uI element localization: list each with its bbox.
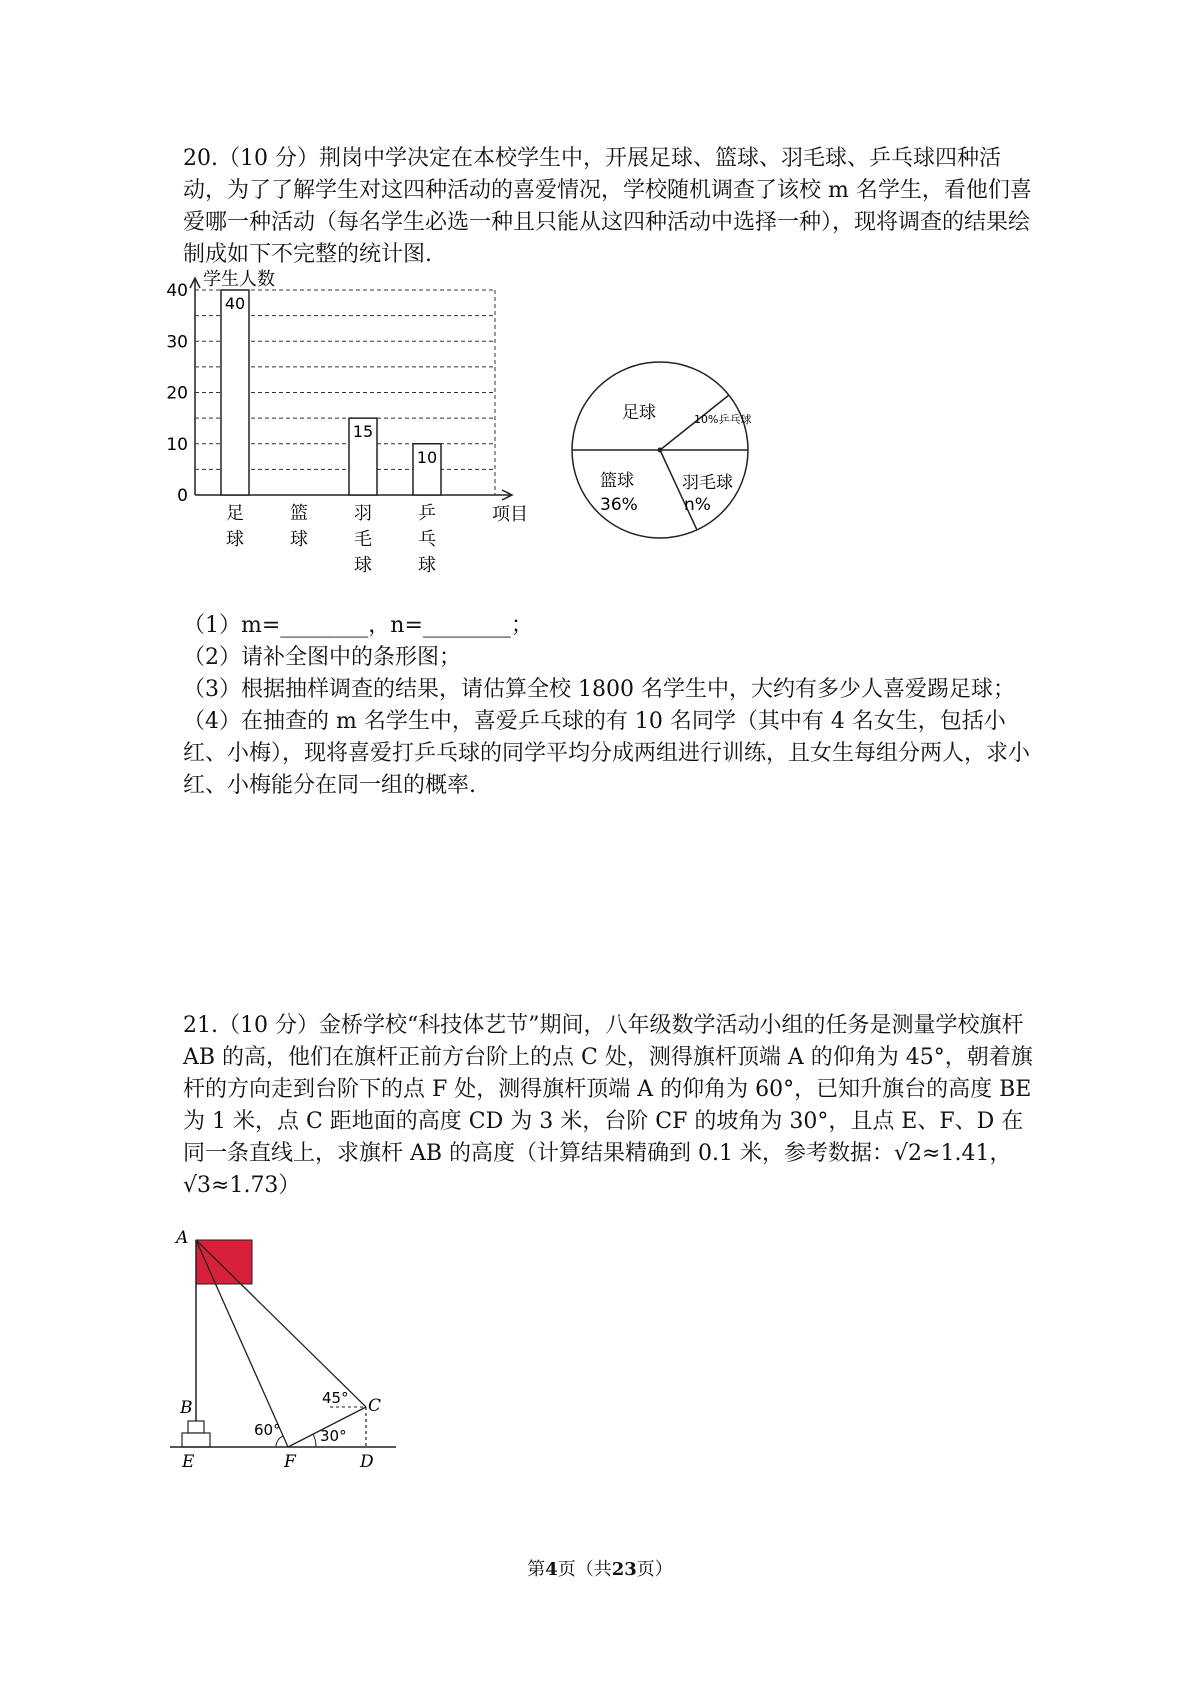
pie-slice-label-ping-pong: 10%乒乓球 <box>694 413 752 426</box>
pie-slice-label-basketball: 篮球 <box>600 471 634 491</box>
question-20-parts <box>183 610 1043 802</box>
point-label-e: E <box>182 1452 195 1472</box>
angle-30-arc <box>313 1434 316 1447</box>
pie-chart <box>570 360 750 540</box>
pie-slice-sub-badminton: n% <box>684 495 711 515</box>
bar-chart <box>166 268 550 580</box>
y-tick-label: 20 <box>166 383 188 404</box>
part-1: （1）m=________，n=________； <box>183 613 533 638</box>
x-category-label: 足 <box>226 503 244 524</box>
footer-middle: 页（共 <box>557 1559 612 1580</box>
part-4: （4）在抽查的 m 名学生中，喜爱乒乓球的有 10 名同学（其中有 4 名女生，包括小红、小梅），现将喜爱打乒乓球的同学平均分成两组进行训练，且女生每组分两人，求小红、小梅能分在同一组的概率. <box>183 709 1031 798</box>
y-tick-label: 0 <box>177 486 188 506</box>
bar <box>221 290 249 495</box>
bar-data-label: 10 <box>416 447 438 467</box>
x-category-label: 球 <box>290 529 308 550</box>
flag <box>196 1240 252 1284</box>
point-label-c: C <box>368 1396 382 1416</box>
x-category-label: 羽 <box>354 503 372 524</box>
platform-top <box>188 1421 204 1433</box>
footer-page-number: 4 <box>545 1559 558 1580</box>
x-category-label: 球 <box>354 555 372 576</box>
pie-slice-sub-basketball: 36% <box>600 495 638 515</box>
angle-label-45: 45° <box>322 1389 349 1407</box>
footer-prefix: 第 <box>527 1559 546 1580</box>
x-category-label: 乓 <box>418 529 436 550</box>
y-tick-label: 10 <box>166 434 188 455</box>
page-footer <box>0 1555 1200 1581</box>
angle-label-60: 60° <box>254 1421 281 1439</box>
question-20-text: 20.（10 分）荆岗中学决定在本校学生中，开展足球、篮球、羽毛球、乒乓球四种活动，为了了解学生对这四种活动的喜爱情况，学校随机调查了该校 m 名学生，看他们喜爱哪一种活动（每名学生必选一种且只能从这四种活动中选择一种），现将调查的结果绘制成如下不完整的统计图. <box>183 146 1032 267</box>
x-category-label: 球 <box>226 529 244 550</box>
bar-data-label: 40 <box>224 294 246 313</box>
question-21-text: 21.（10 分）金桥学校“科技体艺节”期间，八年级数学活动小组的任务是测量学校旗杆 AB 的高，他们在旗杆正前方台阶上的点 C 处，测得旗杆顶端 A 的仰角为 45°，朝着旗杆的方向走到台阶下的点 F 处，测得旗杆顶端 A 的仰角为 60°，已知升旗台的高度 BE 为 1 米，点 C 距地面的高度 CD 为 3 米，台阶 CF 的坡角为 30°，且点 E、F、D 在同一条直线上，求旗杆 AB 的高度（计算结果精确到 0.1 米，参考数据：√2≈1.41，√3≈1.73） <box>183 1013 1033 1198</box>
bar-data-label: 15 <box>352 422 374 442</box>
point-label-a: A <box>176 1228 189 1248</box>
point-label-d: D <box>360 1452 374 1472</box>
line-ac <box>196 1240 366 1407</box>
footer-total-pages: 23 <box>611 1559 637 1580</box>
part-2: （2）请补全图中的条形图； <box>183 645 461 670</box>
x-category-label: 乒 <box>418 503 436 524</box>
x-axis-label: 项目 <box>492 504 528 525</box>
flagpole-figure <box>170 1225 430 1485</box>
point-label-f: F <box>284 1452 296 1472</box>
y-tick-label: 30 <box>166 332 188 353</box>
pie-slice-label-football: 足球 <box>622 403 656 423</box>
platform-bottom <box>182 1433 210 1447</box>
part-3: （3）根据抽样调查的结果，请估算全校 1800 名学生中，大约有多少人喜爱踢足球； <box>183 677 1015 702</box>
angle-label-30: 30° <box>320 1427 347 1445</box>
footer-suffix: 页） <box>636 1559 673 1580</box>
x-category-label: 球 <box>418 555 436 576</box>
x-category-label: 篮 <box>290 503 308 524</box>
pie-center <box>658 448 663 453</box>
y-axis-label: 学生人数 <box>203 268 275 290</box>
point-label-b: B <box>180 1398 193 1418</box>
y-tick-label: 40 <box>166 281 188 301</box>
pie-slice-label-badminton: 羽毛球 <box>682 473 733 493</box>
x-category-label: 毛 <box>354 529 372 550</box>
